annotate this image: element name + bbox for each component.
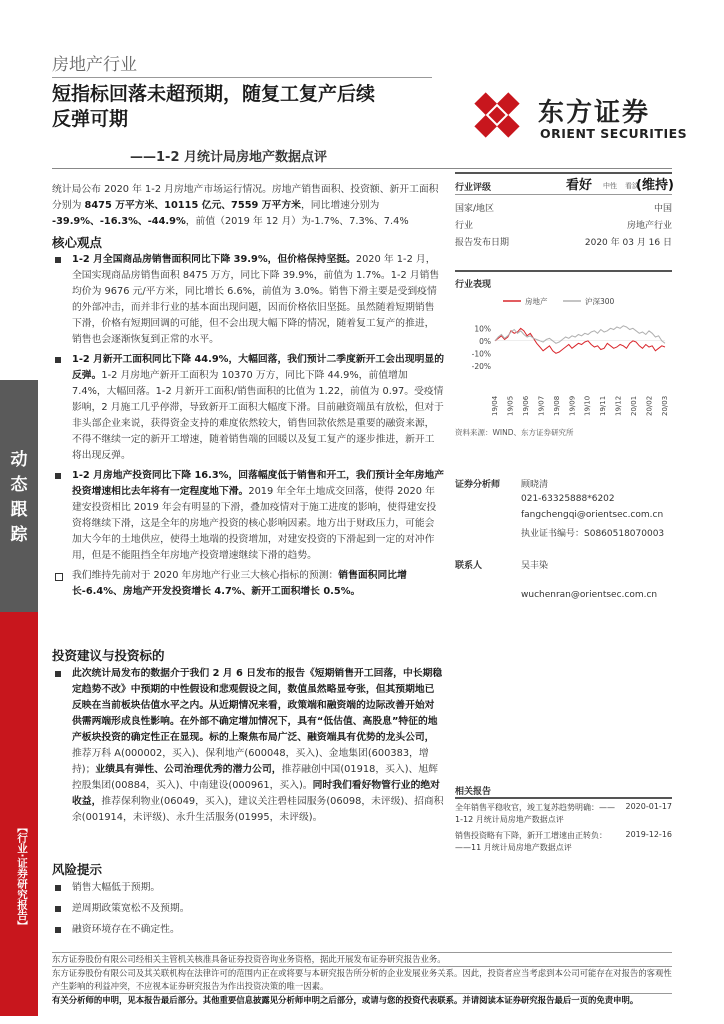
page-subtitle: ——1-2 月统计局房地产数据点评 [130,150,328,165]
page-title: 短指标回落未超预期，随复工复产后续 反弹可期 [52,83,376,130]
logo-name-en: ORIENT SECURITIES [540,126,688,141]
list-item: 此次统计局发布的数据介于我们 2 月 6 日发布的报告《短期销售开工回落，中长期稳定趋势不改》中预期的中性假设和悲观假设之间，数值虽然略显夸张，但其预期地已反映在当前板块估值水平之内。从近期情况来看，政策端和融资端的边际改善开始对供需两端形成良性影响。在外部不确定增加情况下，具有“低估值、高股息”特征的地产板块投资的确定性正在显现。标的上聚焦布局广泛、融资端具有优势的龙头公司，推荐万科 A(000002，买入)、保利地产(600048，买入)、金地集团(600383，增持)；业绩具有弹性、公司治理优秀的潜力公司，推荐融创中国(01918，买入)、旭辉控股集团(00884，买入)、中南建设(000961，买入)。同时我们看好物管行业的绝对收益，推荐保利物业(06049，买入)，建议关注碧桂园服务(06098，未评级)、招商积余(001914，未评级)、永升生活服务(01995，未评级)。 [52,666,444,826]
x-tick-label: 19/10 [583,395,592,416]
contact-email[interactable]: wuchenran@orientsec.com.cn [521,590,658,600]
related-report-title[interactable]: 销售投资略有下降，新开工增速由正转负：——11 月统计局房地产数据点评 [455,831,607,852]
legend-sector-label: 房地产 [525,297,548,306]
header-rule [52,77,432,78]
risk-list [52,880,444,943]
perf-heading: 行业表现 [455,280,492,290]
investment-list [52,666,444,830]
legend-index-label: 沪深300 [585,297,615,306]
list-item: 我们维持先前对于 2020 年房地产行业三大核心指标的预测：销售面积同比增长-6.4%、房地产开发投资增长 4.7%、新开工面积增长 0.5%。 [52,568,444,600]
report-category-label: 【行业·证券研究报告】 [16,822,28,931]
report-type-label: 动 态 跟 踪 [10,450,28,545]
related-report-title[interactable]: 全年销售平稳收官，竣工复苏趋势明确：——1-12 月统计局房地产数据点评 [455,803,615,824]
list-item: 融资环境存在不确定性。 [52,922,444,938]
rating-rule [455,194,672,195]
logo-name-cn: 东方证券 [538,98,651,128]
analyst-email[interactable]: fangchengqi@orientsec.com.cn [521,510,664,520]
analyst-cert: 执业证书编号：S0860518070003 [521,529,665,539]
related-report-date: 2019-12-16 [625,830,672,839]
list-item: 逆周期政策宽松不及预期。 [52,901,444,917]
x-tick-label: 19/06 [521,395,530,416]
x-tick-label: 20/03 [661,395,669,416]
x-tick-label: 19/09 [568,395,577,416]
related-heading: 相关报告 [455,787,492,797]
risk-heading: 风险提示 [52,862,103,877]
y-tick-label: -20% [471,361,491,371]
analyst-label: 证券分析师 [455,480,501,490]
x-tick-label: 19/08 [552,395,561,416]
x-tick-label: 20/02 [645,395,654,416]
x-tick-label: 19/04 [491,395,499,416]
footer-line: 东方证券股份有限公司及其关联机构在法律许可的范围内正在或将要与本研究报告所分析的企业发展业务关系。因此，投资者应当考虑到本公司可能存在对报告的客观性产生影响的利益冲突，不应视本证券研究报告为作出投资决策的唯一因素。 [52,968,672,991]
core-views-heading: 核心观点 [52,235,103,250]
investment-heading: 投资建议与投资标的 [52,648,165,663]
y-tick-label: 10% [474,324,491,334]
contact-name: 吴丰染 [521,561,549,571]
info-key: 报告发布日期 [455,238,510,248]
x-tick-label: 19/05 [506,395,515,416]
info-key: 国家/地区 [455,204,495,214]
rating-maintain: (维持) [636,178,674,193]
rating-label: 行业评级 [455,183,492,193]
contact-label: 联系人 [455,561,483,571]
x-tick-label: 19/11 [599,395,608,416]
info-value: 中国 [653,204,672,214]
analyst-phone: 021-63325888*6202 [521,494,615,504]
related-rule [455,797,672,799]
sector-label: 房地产行业 [52,55,137,75]
rating-value: 看好 [566,178,593,193]
info-value: 2020 年 03 月 16 日 [584,238,672,248]
orient-logo-icon [470,88,524,142]
y-tick-label: 0% [479,336,491,346]
info-value: 房地产行业 [626,221,672,231]
sidebar-band-red [0,612,38,1016]
footer-disclaimer [52,952,672,1007]
analyst-name: 顾晓清 [521,480,549,490]
performance-chart [455,292,672,422]
list-item: 1-2 月房地产投资同比下降 16.3%，回落幅度低于销售和开工，我们预计全年房地产投资增速相比去年将有一定程度地下滑。2019 年全年土地成交回落，使得 2020 年建安投资相比 2019 年会有明显的下滑，叠加疫情对于施工进度的影响，使得建安投资将继续下滑，这是全年的房地产投资的核心影响因素。地方出于财政压力，可能会加大今年的土地供应，使得土地端的投资增加，对建安投资的下滑起到一定的对冲作用，但是不能阻挡全年房地产投资增速继续下滑的趋势。 [52,468,444,564]
list-item: 1-2 月新开工面积同比下降 44.9%，大幅回落，我们预计二季度新开工会出现明显的反弹。1-2 月房地产新开工面积为 10370 万方，同比下降 44.9%，前值增加 7.4%，大幅回落。1-2 月新开工面积/销售面积的比值为 1.22，前值为 0.97。受疫情影响，2 月施工几乎停滞，导致新开工面积大幅度下滑。目前融资端虽有放松，但对于非头部企业来说，获得资金支持的难度依然较大，销售回款依然是重要的融资来源，不得不继续一定的新开工增速，随着销售端的回暖以及复工复产的逐步推进，新开工将出现反弹。 [52,352,444,464]
perf-source: 资料来源：WIND、东方证券研究所 [455,428,574,437]
x-tick-label: 19/07 [537,395,546,416]
footer-line: 有关分析师的申明，见本报告最后部分。其他重要信息披露见分析师申明之后部分，或请与您的投资代表联系。并请阅读本证券研究报告最后一页的免责申明。 [52,993,672,1007]
x-tick-label: 20/01 [630,395,639,416]
rating-bearish: 看淡 [625,182,639,190]
list-item: 销售大幅低于预期。 [52,880,444,896]
rating-neutral: 中性 [603,182,617,190]
info-key: 行业 [455,221,474,231]
x-tick-label: 19/12 [614,395,623,416]
related-report-date: 2020-01-17 [625,802,672,811]
perf-top-rule [455,270,672,272]
y-tick-label: -10% [471,349,491,359]
list-item: 1-2 月全国商品房销售面积同比下降 39.9%，但价格保持坚挺。2020 年 1-2 月，全国实现商品房销售面积 8475 万方，同比下降 39.9%，前值为 1.7%。1-2 月销售均价为 9676 元/平方米，同比增长 6.6%，前值为 3.0%。销售下滑主要是受到疫情的外部冲击，而并非行业的基本面出现问题，因而价格依旧坚挺。虽然随着短期销售下滑，价格有短期回调的可能，但不会出现大幅下降的情况，随着复工复产的推进，销售也会逐渐恢复到正常的水平。 [52,252,444,348]
intro-paragraph: 统计局公布 2020 年 1-2 月房地产市场运行情况。房地产销售面积、投资额、新开工面积分别为 8475 万平方米、10115 亿元、7559 万平方米，同比增速分别为 -39.9%、-16.3%、-44.9%，前值（2019 年 12 月）为-1.7%、7.3%、7.4% [52,184,439,227]
footer-line: 东方证券股份有限公司经相关主管机关核准具备证券投资咨询业务资格，据此开展发布证券研究报告业务。 [52,952,672,966]
header-divider [52,168,672,169]
core-views-list [52,252,444,604]
